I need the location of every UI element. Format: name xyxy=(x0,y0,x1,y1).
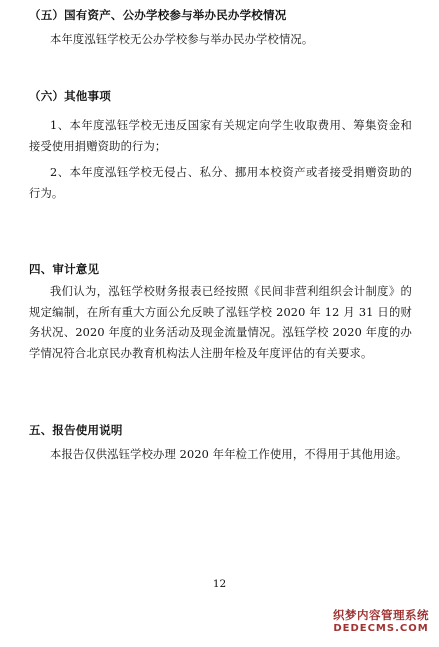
paragraph-other-item-2: 2、本年度泓钰学校无侵占、私分、挪用本校资产或者接受捐赠资助的行为。 xyxy=(29,166,412,200)
heading-audit-opinion: 四、审计意见 xyxy=(29,262,100,276)
watermark-line-1: 织梦内容管理系统 xyxy=(333,608,429,622)
watermark-line-2: DEDECMS.COM xyxy=(333,623,429,634)
heading-report-usage: 五、报告使用说明 xyxy=(29,423,123,437)
heading-other-matters: （六）其他事项 xyxy=(29,89,111,103)
paragraph-state-assets: 本年度泓钰学校无公办学校参与举办民办学校情况。 xyxy=(50,33,314,46)
paragraph-other-item-1: 1、本年度泓钰学校无违反国家有关规定向学生收取费用、筹集资金和接受使用捐赠资助的行为； xyxy=(29,119,412,153)
heading-state-assets: （五）国有资产、公办学校参与举办民办学校情况 xyxy=(29,8,287,22)
watermark xyxy=(333,609,429,635)
page-number: 12 xyxy=(212,578,227,590)
paragraph-report-usage: 本报告仅供泓钰学校办理 2020 年年检工作使用，不得用于其他用途。 xyxy=(50,448,408,461)
paragraph-audit-opinion: 我们认为，泓钰学校财务报表已经按照《民间非营利组织会计制度》的规定编制，在所有重大方面公允反映了泓钰学校 2020 年 12 月 31 日的财务状况、2020 年度的业务活动及现金流量情况。泓钰学校 2020 年度的办学情况符合北京民办教育机构法人注册年检及年度评估的有关要求。 xyxy=(29,285,412,360)
